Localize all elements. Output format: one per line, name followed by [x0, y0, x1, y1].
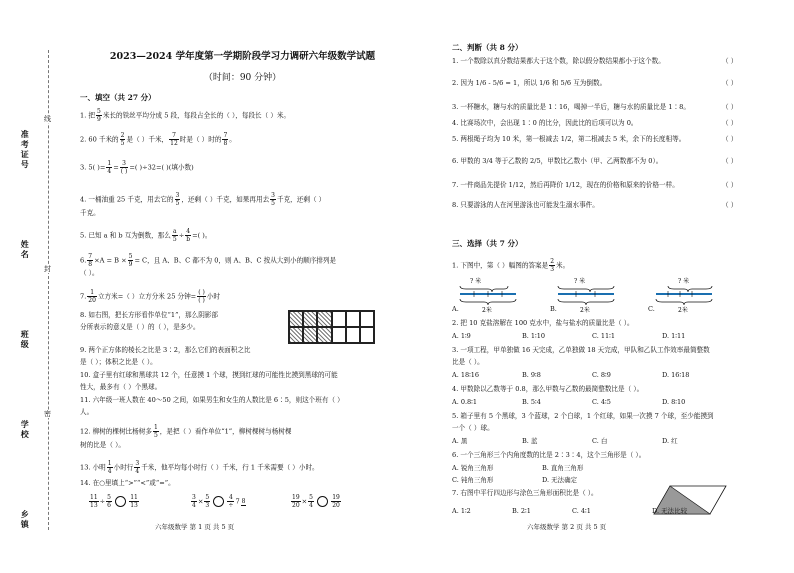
fill-q6: 6. $\frac{7}{8}$ ×A = B × $\frac{5}{9}$ = C，且 A、B、C 都不为 0，则 A、B、C 按从大到小的顺序排列是 [80, 253, 337, 268]
binding-strip [0, 0, 58, 573]
choice-q3-opt-c[interactable]: C. 8∶9 [592, 371, 611, 379]
judge-answer-bracket[interactable]: （ ） [722, 79, 738, 87]
choice-q7: 7. 右图中平行四边形与涂色三角形面积比是（ ）。 [452, 489, 598, 497]
cut-mark-seal: 封 [44, 265, 51, 273]
judge-answer-bracket[interactable]: （ ） [722, 157, 738, 165]
diagram-a [460, 277, 516, 314]
svg-text:2米: 2米 [482, 307, 492, 314]
choice-q7-opt-d[interactable]: D. 无法比较 [652, 507, 688, 515]
choice-q4-opt-d[interactable]: D. 8∶10 [662, 398, 686, 406]
choice-q2-opt-a[interactable]: A. 1∶9 [452, 332, 471, 340]
choice-q4: 4. 甲数除以乙数等于 0.8，那么甲数与乙数的最简整数比是（ ）。 [452, 385, 644, 393]
fill-q7: 7. $\frac{1}{20}$ 立方米=（ ）立方分米 25 分钟= $\frac{( )}{( )}$ 小时 [80, 289, 220, 304]
choice-q2-opt-b[interactable]: B. 1∶10 [522, 332, 546, 340]
choice-q7-opt-a[interactable]: A. 1∶2 [452, 507, 471, 515]
choice-q5-opt-a[interactable]: A. 黑 [452, 437, 468, 445]
fill-q11-cont: 人。 [80, 408, 94, 416]
choice-q5-opt-d[interactable]: D. 红 [662, 437, 678, 445]
fill-q4: 4. 一桶油重 25 千克，用去它的 $\frac{3}{5}$ ，还剩（ ）千克，如果再用去 $\frac{3}{5}$ 千克，还剩（ ） [80, 192, 326, 207]
choice-q5-opt-c[interactable]: C. 白 [592, 437, 608, 445]
choice-q3-cont: 比是（ ）。 [452, 358, 484, 366]
exam-title: 2023—2024 学年度第一学期阶段学习力调研六年级数学试题 [109, 51, 376, 62]
compare-item-2: $\frac{3}{4}$ × $\frac{5}{3}$ $\frac{4}{\div}$ 7 8 [192, 494, 246, 509]
judge-answer-bracket[interactable]: （ ） [722, 181, 738, 189]
choice-q2: 2. 把 10 克盐溶解在 100 克水中，盐与盐水的质量比是（ ）。 [452, 319, 634, 327]
town-label: 乡镇 [20, 510, 31, 530]
choice-q7-opt-c[interactable]: C. 4∶1 [572, 507, 591, 515]
judge-answer-bracket[interactable]: （ ） [722, 119, 738, 127]
fill-q4-cont: 千克。 [80, 209, 100, 217]
class-label: 班级 [20, 330, 31, 350]
fill-q9: 9. 两个正方体的棱长之比是 3∶2，那么它们的表面积之比 [80, 346, 251, 354]
cut-mark-line: 线 [44, 115, 51, 123]
choice-q6-opt-d[interactable]: D. 无法确定 [542, 476, 578, 484]
choice-q2-opt-d[interactable]: D. 1∶11 [662, 332, 686, 340]
judge-item: 7. 一件商品先提价 1/12，然后再降价 1/12，现在的价格和原来的价格一样。 [452, 181, 679, 189]
compare-circle [317, 496, 328, 507]
fill-q14: 14. 在○里填上“>”“<”或“=”。 [80, 479, 175, 487]
fill-q3: 3. 5( )= $\frac{1}{4}$ = $\frac{3}{( )}$ =( )÷32=( )(填小数) [80, 160, 194, 175]
judge-answer-bracket[interactable]: （ ） [722, 135, 738, 143]
fill-q9-cont: 是（ ）；体积之比是（ ）。 [80, 358, 157, 366]
school-label: 学校 [20, 420, 31, 440]
exam-number-label: 准考证号 [20, 130, 31, 170]
judge-item: 1. 一个数除以真分数结果都大于这个数，除以假分数结果都小于这个数。 [452, 57, 665, 65]
rectangle-grid-figure [288, 310, 375, 344]
choice-q3-opt-a[interactable]: A. 18∶16 [452, 371, 480, 379]
choice-q1: 1. 下图中，第（ ）幅图的答案是 $\frac{2}{3}$ 米。 [452, 258, 570, 273]
choice-q1-opt-b[interactable]: B. [550, 305, 557, 313]
choice-q4-opt-a[interactable]: A. 0.8∶1 [452, 398, 477, 406]
section1-title: 一、填空（共 27 分） [80, 93, 156, 102]
judge-item: 5. 两根绳子均为 10 米，第一根减去 1/2，第二根减去 5 米，余下的长度相等。 [452, 135, 686, 143]
svg-text:? 米: ? 米 [470, 278, 482, 285]
choice-q5-cont: 一个（ ）球。 [452, 424, 494, 432]
footer-right: 六年级数学 第 2 页 共 5 页 [527, 523, 607, 531]
judge-item: 3. 一杯糖水，糖与水的质量比是 1∶16，喝掉一半后，糖与水的质量比是 1∶8。 [452, 103, 690, 111]
choice-q4-opt-c[interactable]: C. 4∶5 [592, 398, 611, 406]
choice-q3: 3. 一项工程，甲单独做 16 天完成，乙单独做 18 天完成，甲队和乙队工作效率最简整数 [452, 346, 710, 354]
choice-q6: 6. 一个三角形三个内角度数的比是 2∶3∶4，这个三角形是（ ）。 [452, 451, 646, 459]
diagram-b [558, 277, 614, 314]
judge-item: 2. 因为 1/6 - 5/6 = 1，所以 1/6 和 5/6 互为倒数。 [452, 79, 607, 87]
choice-q3-opt-b[interactable]: B. 9∶8 [522, 371, 541, 379]
judge-answer-bracket[interactable]: （ ） [722, 57, 738, 65]
fill-q6-cont: （ ）。 [80, 269, 99, 277]
fill-q10-cont: 性大，最多有（ ）个黑球。 [80, 383, 162, 391]
compare-item-1: $\frac{11}{13}$ ÷ $\frac{5}{6}$ $\frac{11}{13}$ [90, 494, 138, 509]
choice-q6-opt-b[interactable]: B. 直角三角形 [542, 464, 584, 472]
compare-circle [213, 496, 224, 507]
judge-item: 6. 甲数的 3/4 等于乙数的 2/5，甲数比乙数小（甲、乙两数都不为 0）。 [452, 157, 663, 165]
judge-item: 4. 比赛场次中，会出现 1∶0 的比分，因此比的后项可以为 0。 [452, 119, 638, 127]
choice-q1-opt-c[interactable]: C. [648, 305, 655, 313]
choice-q2-opt-c[interactable]: C. 11∶1 [592, 332, 615, 340]
svg-text:? 米: ? 米 [574, 278, 586, 285]
svg-text:? 米: ? 米 [678, 278, 690, 285]
judge-item: 8. 只要游泳的人在河里游泳也可能发生溺水事件。 [452, 201, 599, 209]
footer-left: 六年级数学 第 1 页 共 5 页 [155, 523, 235, 531]
fill-q5: 5. 已知 a 和 b 互为倒数，那么 $\frac{a}{5}$ ÷ $\frac{4}{b}$ =( )。 [80, 228, 212, 243]
segment-diagrams [452, 275, 752, 315]
fill-q1: 1. 把 $\frac{5}{9}$ 米长的铁丝平均分成 5 段，每段占全长的（ ），每段长（ ）米。 [80, 108, 291, 123]
fill-q10: 10. 盒子里有红球和黑球共 12 个，任意摸 1 个球，摸到红球的可能性比摸到黑球的可能 [80, 371, 338, 379]
diagram-c [656, 277, 712, 314]
judge-answer-bracket[interactable]: （ ） [722, 201, 738, 209]
choice-q1-opt-a[interactable]: A. [452, 305, 459, 313]
choice-q5: 5. 箱子里有 5 个黑球，3 个蓝球，2 个白球，1 个红球，如果一次摸 7 个球，至少能摸到 [452, 412, 714, 420]
fill-q2: 2. 60 千米的 $\frac{2}{5}$ 是（ ）千米， $\frac{7}{12}$ 时是（ ）时的 $\frac{7}{8}$ 。 [80, 132, 236, 147]
cut-mark-secret: 密 [44, 410, 51, 418]
choice-q6-opt-c[interactable]: C. 钝角三角形 [452, 476, 494, 484]
choice-q5-opt-b[interactable]: B. 蓝 [522, 437, 538, 445]
section2-title: 二、判断（共 8 分） [452, 43, 523, 52]
compare-circle [115, 496, 126, 507]
section3-title: 三、选择（共 7 分） [452, 239, 523, 248]
fill-q11: 11. 六年级一班人数在 40～50 之间，如果男生和女生的人数比是 6∶5，则这个班有（ ） [80, 396, 344, 404]
name-label: 姓名 [20, 240, 31, 260]
svg-text:2米: 2米 [678, 307, 688, 314]
fill-q8-cont: 分所表示的意义是（ ）的（ ），是多少。 [80, 323, 200, 331]
fill-q12: 12. 柳树的棵树比杨树多 $\frac{1}{5}$ ，是把（ ）看作单位“1”，柳树棵树与杨树棵 [80, 424, 292, 439]
choice-q3-opt-d[interactable]: D. 16∶18 [662, 371, 690, 379]
fill-q13: 13. 小明 $\frac{1}{4}$ 小时行 $\frac{3}{4}$ 千米，他平均每小时行（ ）千米，行 1 千米需要（ ）小时。 [80, 460, 319, 475]
compare-item-3: $\frac{19}{20}$ × $\frac{5}{4}$ $\frac{19}{20}$ [292, 494, 340, 509]
choice-q6-opt-a[interactable]: A. 锐角三角形 [452, 464, 494, 472]
judge-answer-bracket[interactable]: （ ） [722, 103, 738, 111]
fill-q12-cont: 树的比是（ ）。 [80, 441, 125, 449]
exam-time: （时间：90 分钟） [203, 73, 282, 83]
fill-q8: 8. 如右图，把长方形看作单位“1”，那么阴影部 [80, 311, 219, 319]
choice-q7-opt-b[interactable]: B. 2∶1 [512, 507, 531, 515]
svg-text:2米: 2米 [580, 307, 590, 314]
choice-q4-opt-b[interactable]: B. 5∶4 [522, 398, 541, 406]
